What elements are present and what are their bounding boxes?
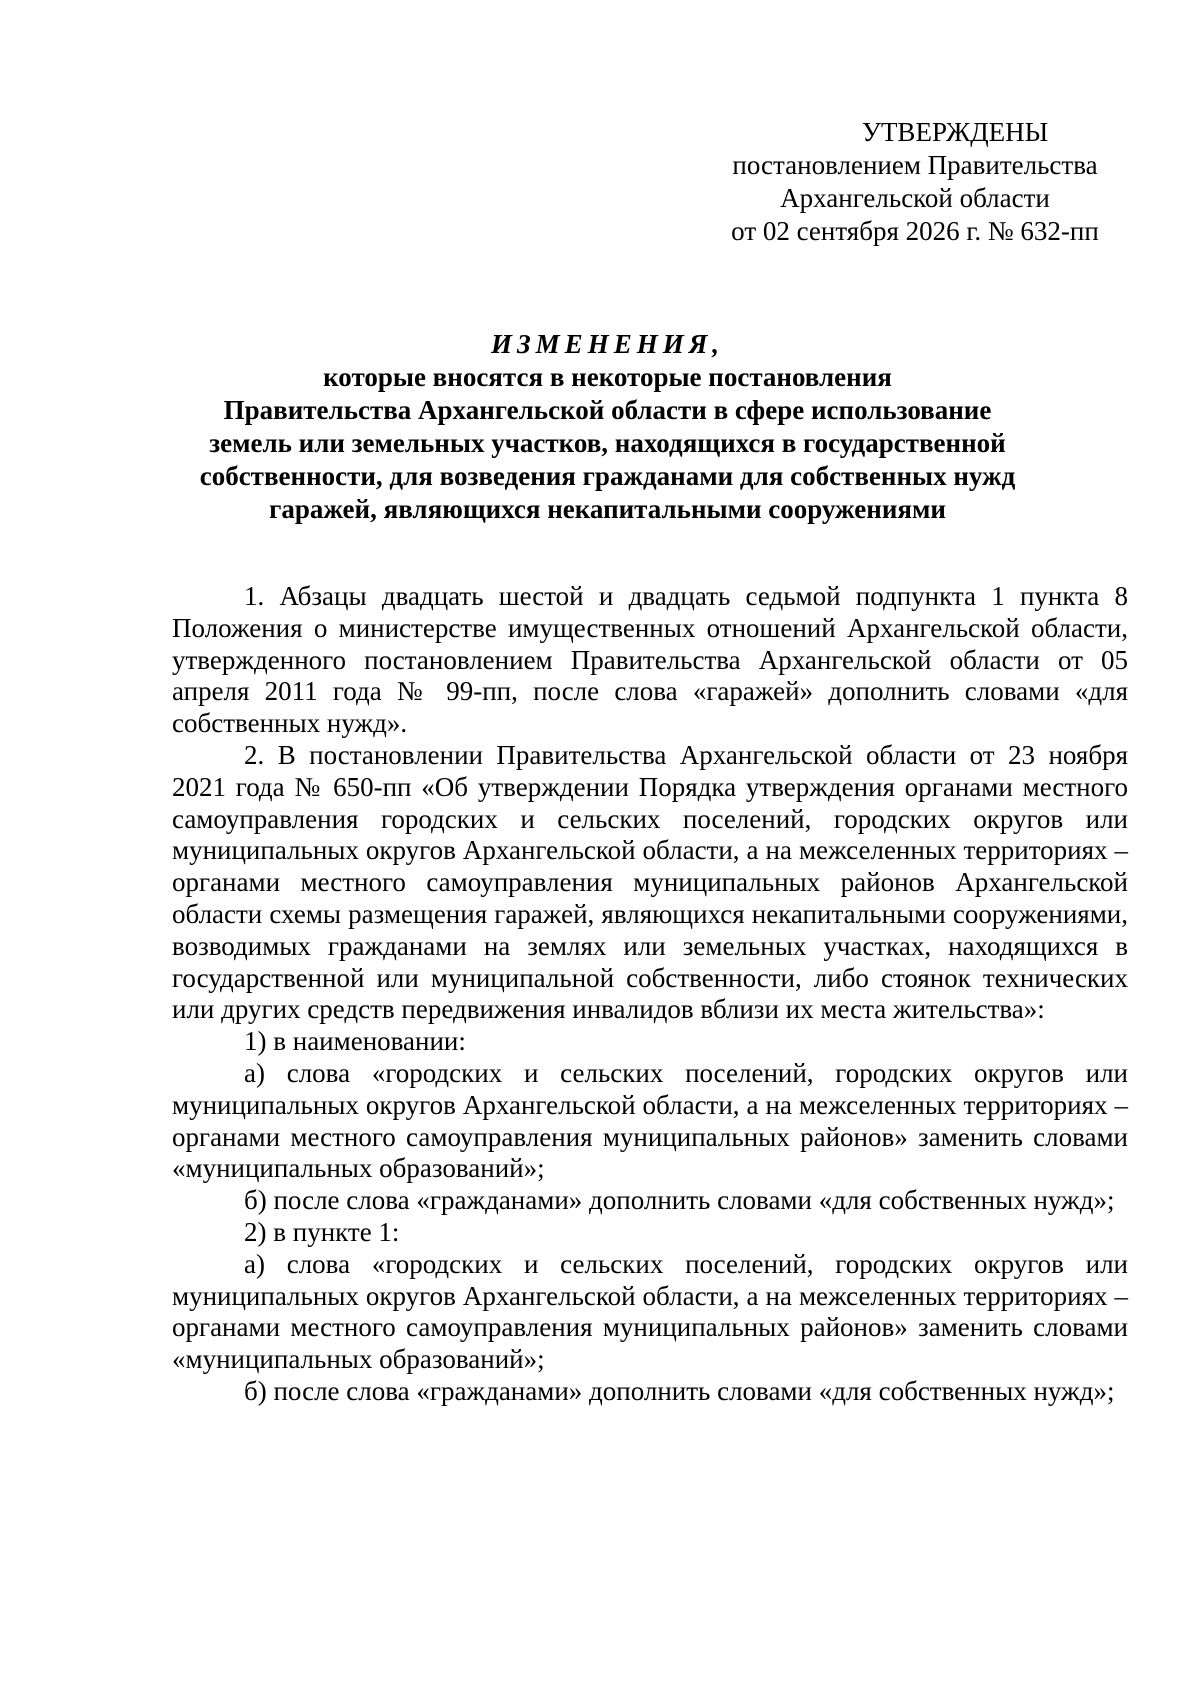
paragraph-1: 1. Абзацы двадцать шестой и двадцать седьмой подпункта 1 пункта 8 Положения о министерстве имущественных отношений Архангельской области, утвержденного постановлением Правительства Архангельской области от 05 апреля 2011 года № 99-пп, после слова «гаражей» дополнить словами «для собственных нужд». — [172, 581, 1128, 739]
subitem-1b: б) после слова «гражданами» дополнить словами «для собственных нужд»; — [244, 1185, 1115, 1216]
subitem-2a: а) слова «городских и сельских поселений, городских округов или муниципальных округов Архангельской области, а на межселенных территориях – органами местного самоуправления муниципальных районов» заменить словами «муниципальных образований»; — [172, 1248, 1128, 1375]
subitem-2b: б) после слова «гражданами» дополнить словами «для собственных нужд»; — [244, 1375, 1115, 1406]
document-title — [150, 328, 1065, 526]
approval-by-line: постановлением Правительства — [732, 150, 1098, 180]
subitem-1a: а) слова «городских и сельских поселений, городских округов или муниципальных округов Архангельской области, а на межселенных территориях – органами местного самоуправления муниципальных районов» заменить словами «муниципальных образований»; — [172, 1057, 1128, 1184]
title-line: земель или земельных участков, находящихся в государственной — [209, 428, 1006, 458]
title-heading: ИЗМЕНЕНИЯ, — [490, 329, 725, 359]
subitem-2: 2) в пункте 1: — [244, 1216, 400, 1247]
approval-date-number: от 02 сентября 2026 г. № 632-пп — [731, 216, 1099, 246]
approval-region-line: Архангельской области — [780, 183, 1050, 213]
document-body — [172, 581, 1128, 1408]
title-line: Правительства Архангельской области в сфере использование — [223, 395, 992, 425]
title-line: которые вносятся в некоторые постановления — [323, 362, 892, 392]
title-line: собственности, для возведения гражданами для собственных нужд — [199, 461, 1016, 491]
paragraph-2: 2. В постановлении Правительства Архангельской области от 23 ноября 2021 года № 650-пп «Об утверждении Порядка утверждения органами местного самоуправления городских и сельских поселений, городских округов или муниципальных округов Архангельской области, а на межселенных территориях – органами местного самоуправления муниципальных районов Архангельской области схемы размещения гаражей, являющихся некапитальными сооружениями, возводимых гражданами на землях или земельных участках, находящихся в государственной или муниципальной собственности, либо стоянок технических или других средств передвижения инвалидов вблизи их места жительства»: — [172, 739, 1128, 1025]
approval-stamp — [690, 116, 1140, 248]
subitem-1: 1) в наименовании: — [244, 1026, 466, 1057]
approval-heading: УТВЕРЖДЕНЫ — [861, 117, 1049, 147]
title-line: гаражей, являющихся некапитальными сооружениями — [269, 494, 946, 524]
